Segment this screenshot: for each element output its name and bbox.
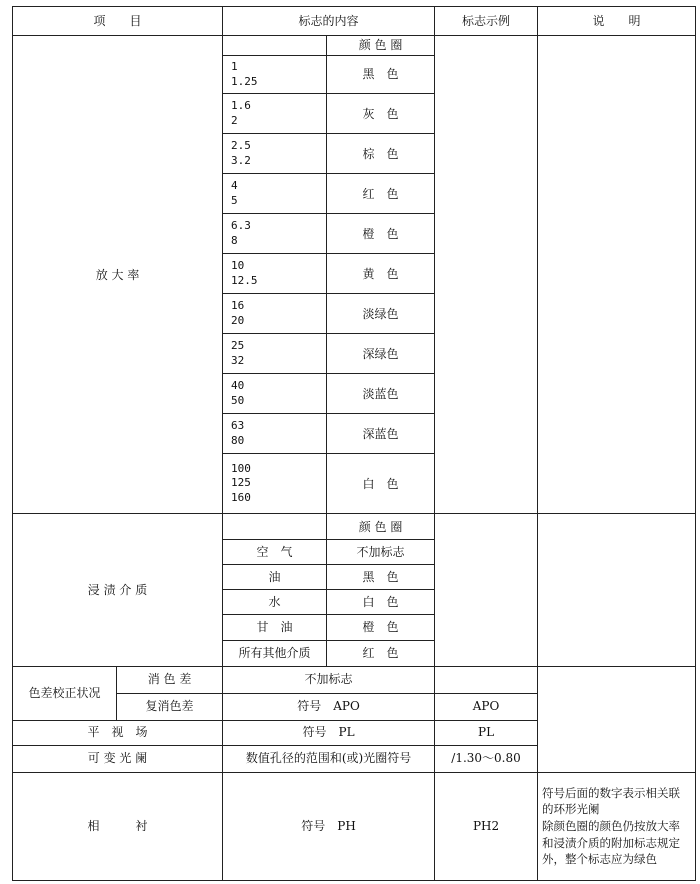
medium-name: 油	[223, 565, 327, 590]
correction-sub: 复消色差	[117, 693, 223, 720]
color-value: 淡蓝色	[327, 374, 435, 414]
header-content: 标志的内容	[223, 7, 435, 36]
magnification-values: 6.3 8	[223, 214, 327, 254]
medium-name: 甘 油	[223, 615, 327, 640]
magnification-label: 放 大 率	[13, 36, 223, 514]
magnification-values: 63 80	[223, 414, 327, 454]
color-value: 红 色	[327, 174, 435, 214]
flat-field-label: 平 视 场	[13, 720, 223, 745]
medium-name: 水	[223, 590, 327, 615]
magnification-values: 1.6 2	[223, 94, 327, 134]
correction-content: 符号 APO	[223, 693, 435, 720]
correction-sub: 消 色 差	[117, 666, 223, 693]
iris-label: 可 变 光 阑	[13, 745, 223, 772]
empty-cell	[223, 36, 327, 56]
header-note: 说 明	[538, 7, 696, 36]
ring-header: 颜 色 圈	[327, 514, 435, 540]
magnification-values: 2.5 3.2	[223, 134, 327, 174]
header-item: 项 目	[13, 7, 223, 36]
flat-field-content: 符号 PL	[223, 720, 435, 745]
table-row	[13, 514, 696, 540]
color-value: 黄 色	[327, 254, 435, 294]
magnification-values: 4 5	[223, 174, 327, 214]
magnification-values: 1 1.25	[223, 56, 327, 94]
color-value: 黑 色	[327, 565, 435, 590]
color-value: 黑 色	[327, 56, 435, 94]
header-row	[13, 7, 696, 36]
magnification-values: 40 50	[223, 374, 327, 414]
correction-example	[435, 666, 538, 693]
phase-content: 符号 PH	[223, 772, 435, 880]
example-cell	[435, 36, 538, 514]
table-row	[13, 666, 696, 693]
magnification-values: 25 32	[223, 334, 327, 374]
color-value: 灰 色	[327, 94, 435, 134]
phase-example: PH2	[435, 772, 538, 880]
correction-example: APO	[435, 693, 538, 720]
color-value: 棕 色	[327, 134, 435, 174]
magnification-values: 10 12.5	[223, 254, 327, 294]
flat-field-example: PL	[435, 720, 538, 745]
marking-table	[12, 6, 696, 881]
magnification-values: 100 125 160	[223, 454, 327, 514]
header-example: 标志示例	[435, 7, 538, 36]
color-value: 不加标志	[327, 540, 435, 565]
medium-name: 所有其他介质	[223, 640, 327, 666]
phase-label: 相 衬	[13, 772, 223, 880]
color-value: 淡绿色	[327, 294, 435, 334]
table-row	[13, 772, 696, 880]
color-value: 深绿色	[327, 334, 435, 374]
iris-content: 数值孔径的范围和(或)光圈符号	[223, 745, 435, 772]
correction-content: 不加标志	[223, 666, 435, 693]
example-cell	[435, 514, 538, 666]
color-value: 红 色	[327, 640, 435, 666]
ring-header: 颜 色 圈	[327, 36, 435, 56]
empty-cell	[223, 514, 327, 540]
iris-example: /1.30～0.80	[435, 745, 538, 772]
medium-name: 空 气	[223, 540, 327, 565]
color-value: 橙 色	[327, 214, 435, 254]
color-value: 橙 色	[327, 615, 435, 640]
immersion-label: 浸 渍 介 质	[13, 514, 223, 666]
color-value: 白 色	[327, 454, 435, 514]
note-cell	[538, 36, 696, 514]
note-cell	[538, 666, 696, 772]
correction-label: 色差校正状况	[13, 666, 117, 720]
color-value: 白 色	[327, 590, 435, 615]
table-row	[13, 36, 696, 56]
color-value: 深蓝色	[327, 414, 435, 454]
note-cell	[538, 514, 696, 666]
phase-note: 符号后面的数字表示相关联的环形光阑 除颜色圈的颜色仍按放大率和浸渍介质的附加标志规定外，整个标志应为绿色	[538, 772, 696, 880]
magnification-values: 16 20	[223, 294, 327, 334]
